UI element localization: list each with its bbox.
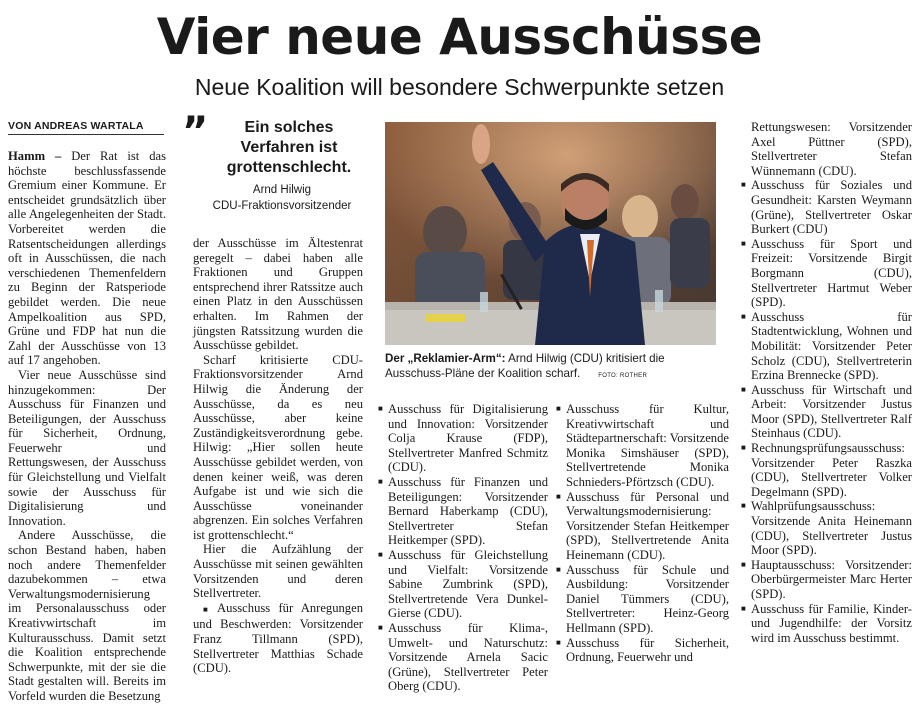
list-item: ■ Ausschuss für Finanzen und Beteiligungen: Vorsitzender Bernard Haberkamp (CDU), Stellvertreter Stefan Heitkemper (SPD). <box>378 475 548 548</box>
list-item: ■ Ausschuss für Wirtschaft und Arbeit: Vorsitzender Justus Moor (SPD), Stellvertreter Ralf Steinhaus (CDU). <box>741 383 912 441</box>
byline: VON ANDREAS WARTALA <box>8 120 164 135</box>
list-item: ■ Rechnungsprüfungsausschuss: Vorsitzender Peter Raszka (CDU), Stellvertreter Volker Degelmann (SPD). <box>741 441 912 499</box>
photo-caption: Der „Reklamier-Arm“: Arnd Hilwig (CDU) kritisiert die Ausschuss-Pläne der Koalition scharf. FOTO: ROTHER <box>385 352 665 380</box>
list-item: ■ Ausschuss für Soziales und Gesundheit: Karsten Weymann (Grüne), Stellvertreter Oskar Burkert (CDU) <box>741 178 912 236</box>
list-item: ■ Ausschuss für Kultur, Kreativwirtschaft und Städtepartnerschaft: Vorsitzende Monika Simshäuser (SPD), Stellvertretende Monika Schnieders-Pförtzsch (CDU). <box>556 402 729 490</box>
paragraph: Vier neue Ausschüsse sind hinzugekommen: Der Ausschuss für Finanzen und Beteiligungen, der Ausschuss für Sicherheit, Ordnung, Feuerwehr und Rettungswesen, der Ausschuss für Gleichstellung und Vielfalt sowie der Ausschuss für Digitalisierung und Innovation. <box>8 367 166 528</box>
list-item: ■ Ausschuss für Digitalisierung und Innovation: Vorsitzender Colja Krause (FDP), Stellvertreter Manfred Schmitz (CDU). <box>378 402 548 475</box>
paragraph: ■ Ausschuss für Anregungen und Beschwerden: Vorsitzender Franz Tillmann (SPD), Stellvertreter Matthias Schade (CDU). <box>193 601 363 676</box>
list-item: ■ Ausschuss für Stadtentwicklung, Wohnen und Mobilität: Vorsitzender Peter Scholz (CDU), Stellvertreterin Erzina Brennecke (SPD). <box>741 310 912 383</box>
list-item: ■ Ausschuss für Familie, Kinder- und Jugendhilfe: der Vorsitz wird im Ausschuss bestimmt. <box>741 602 912 646</box>
dateline: Hamm – <box>8 149 62 163</box>
bullet-icon <box>203 601 217 615</box>
caption-title: Der „Reklamier-Arm“: <box>385 352 506 365</box>
photo-image <box>385 122 716 345</box>
paragraph: Andere Ausschüsse, die schon Bestand haben, haben noch andere Themenfelder dazubekommen – etwa Verwaltungsmodernisierung im Personalausschuss oder Kreativwirtschaft im Kulturausschuss. Damit setzt die Koalition entsprechende Schwerpunkte, mit der sie die Stadt gestalten will. Bereits im Vorfeld wurden die Besetzung <box>8 528 166 703</box>
quote-author-name: Arnd Hilwig <box>252 184 312 196</box>
subheadline: Neue Koalition will besondere Schwerpunkte setzen <box>194 74 725 100</box>
list-item: ■ Ausschuss für Sicherheit, Ordnung, Feuerwehr und <box>556 636 729 665</box>
column-5 <box>741 120 912 645</box>
column-4 <box>556 402 729 665</box>
list-item: ■ Ausschuss für Sport und Freizeit: Vorsitzende Birgit Borgmann (CDU), Stellvertreter Hartmut Weber (SPD). <box>741 237 912 310</box>
list-item: ■ Hauptausschuss: Vorsitzender: Oberbürgermeister Marc Herter (SPD). <box>741 558 912 602</box>
headline: Vier neue Ausschüsse <box>156 8 763 66</box>
list-item: ■ Ausschuss für Klima-, Umwelt- und Naturschutz: Vorsitzende Arnela Sacic (Grüne), Stellvertreter Peter Oberg (CDU). <box>378 621 548 694</box>
list-item: ■ Ausschuss für Schule und Ausbildung: Vorsitzender Daniel Tümmers (CDU), Stellvertreter: Heinz-Georg Hellmann (SPD). <box>556 563 729 636</box>
pull-quote <box>182 109 368 214</box>
column-3 <box>378 402 548 694</box>
photo-credit: FOTO: ROTHER <box>598 373 648 379</box>
paragraph: der Ausschüsse im Ältestenrat geregelt – dabei haben alle Fraktionen und Gruppen entsprechend ihrer Ratssitze auch einen Platz in den Ausschüssen erhalten. Im Rahmen der jüngsten Ratssitzung wurden die Ausschüsse gebildet. <box>193 236 363 353</box>
paragraph: Hamm – Der Rat ist das höchste beschlussfassende Gremium einer Kommune. Er entscheidet grundsätzlich über alle Angelegenheiten der Stadt. Vorbereitet werden die Ratsentscheidungen allerdings oft in Ausschüssen, die nach verschiedenen Themenfeldern zu Beginn der Ratsperiode gebildet werden. Die neue Ampelkoalition aus SPD, Grüne und FDP hat nun die Zahl der Ausschüsse von 13 auf 17 angehoben. <box>8 149 166 368</box>
list-item: ■ Ausschuss für Personal und Verwaltungsmodernisierung: Vorsitzender Stefan Heitkemper (SPD), Stellvertretende Anita Heinemann (CDU). <box>556 490 729 563</box>
quote-author-role: CDU-Fraktionsvorsitzender <box>212 200 352 212</box>
column-1 <box>8 149 166 704</box>
paragraph: Scharf kritisierte CDU-Fraktionsvorsitzender Arnd Hilwig die Änderung der Ausschüsse, da es neu Ausschüsse, aber keine Zuständigkeitsverordnung gebe. Hilwig: „Hier sollen heute Ausschüsse gebildet werden, von denen keiner weiß, was deren Aufgabe ist und wie sich die Ausschüsse voneinander abgrenzen. Ein solches Verfahren ist grottenschlecht.“ <box>193 352 363 542</box>
paragraph: Hier die Aufzählung der Ausschüsse mit seinen gewählten Vorsitzenden und deren Stellvertreter. <box>193 542 363 601</box>
list-item: ■ Wahlprüfungsausschuss: Vorsitzende Anita Heinemann (CDU), Stellvertreter Justus Moor (SPD). <box>741 499 912 557</box>
column-2 <box>193 236 363 676</box>
quote-text: Ein solches Verfahren ist grottenschlecht. <box>226 119 352 176</box>
photo-council-meeting <box>385 122 716 345</box>
list-item: ■ Ausschuss für Gleichstellung und Vielfalt: Vorsitzende Sabine Zumbrink (SPD), Stellvertretende Vera Dunkel-Gierse (CDU). <box>378 548 548 621</box>
quote-mark-icon: ” <box>182 109 209 155</box>
list-item-continuation: Rettungswesen: Vorsitzender Axel Püttner (SPD), Stellvertreter Stefan Wünnemann (CDU). <box>751 120 912 178</box>
